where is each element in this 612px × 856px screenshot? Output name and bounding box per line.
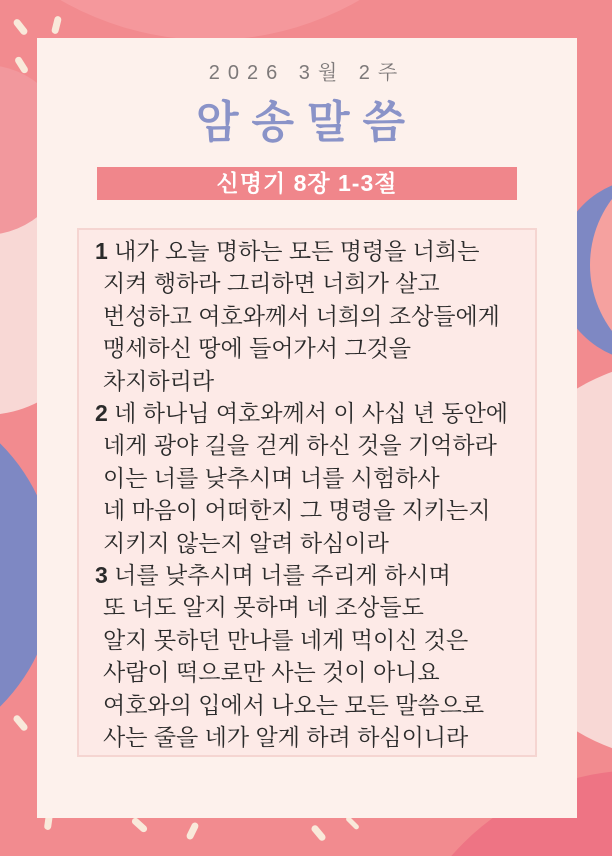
decor-blob-top-light-coral <box>0 0 510 40</box>
verse-line: 또 너도 알지 못하며 네 조상들도 <box>103 594 424 621</box>
verse-line: 이는 너를 낮추시며 너를 시험하사 <box>103 464 440 491</box>
verse-text-box <box>77 228 537 757</box>
scripture-reference-banner: 신명기 8장 1-3절 <box>97 167 517 200</box>
verse-line: 사는 줄을 네가 알게 하려 하심이니라 <box>103 724 469 751</box>
verse-number: 3 <box>95 562 108 589</box>
confetti-dash <box>130 816 148 833</box>
verse-line: 3 너를 낮추시며 너를 주리게 하시며 <box>95 562 451 589</box>
verse-line: 알지 못하던 만나를 네게 먹이신 것은 <box>103 626 469 653</box>
confetti-dash <box>185 821 199 840</box>
verse-line: 사람이 떡으로만 사는 것이 아니요 <box>103 659 440 686</box>
verse-line: 네게 광야 길을 걷게 하신 것을 기억하라 <box>103 432 497 459</box>
verse-line: 여호와의 입에서 나오는 모든 말씀으로 <box>103 691 485 718</box>
verse-list <box>95 235 519 754</box>
week-label: 2026 3월 2주 <box>208 62 406 84</box>
confetti-dash <box>12 714 29 732</box>
verse-number: 1 <box>95 238 108 264</box>
confetti-dash <box>51 15 62 34</box>
verse-line: 차지하리라 <box>103 367 215 394</box>
verse-line: 번성하고 여호와께서 너희의 조상들에게 <box>103 302 500 329</box>
confetti-dash <box>310 824 327 842</box>
confetti-dash <box>12 18 29 36</box>
verse-line: 1 내가 오늘 명하는 모든 명령을 너희는 <box>95 238 480 264</box>
verse-line: 지키지 않는지 알려 하심이라 <box>103 529 389 556</box>
page-title: 암송말씀 <box>195 98 418 147</box>
memory-verse-card <box>37 38 577 818</box>
verse-number: 2 <box>95 400 108 427</box>
verse-line: 2 네 하나님 여호와께서 이 사십 년 동안에 <box>95 400 509 427</box>
verse-line: 지켜 행하라 그리하면 너희가 살고 <box>103 270 440 297</box>
verse-line: 맹세하신 땅에 들어가서 그것을 <box>103 335 412 362</box>
verse-line: 네 마음이 어떠한지 그 명령을 지키는지 <box>103 497 491 524</box>
